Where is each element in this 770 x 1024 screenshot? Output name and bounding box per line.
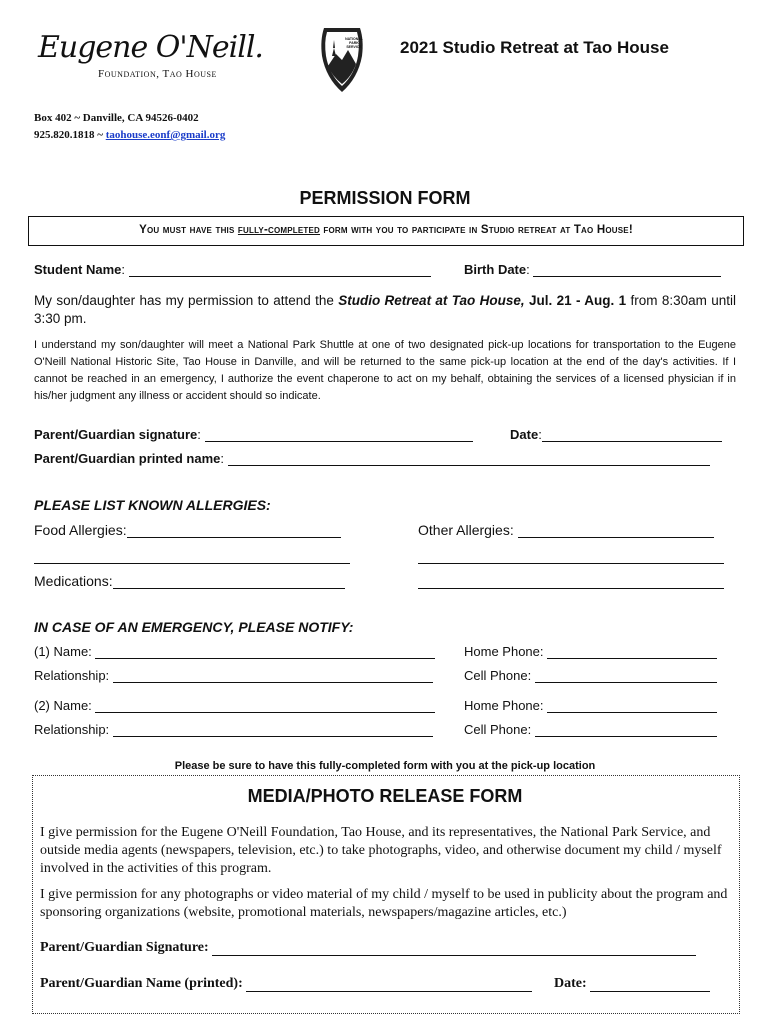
medications-line-2[interactable] (418, 588, 724, 589)
medications-field[interactable] (34, 573, 345, 589)
media-signature-line[interactable] (212, 941, 696, 956)
home-phone-2-line[interactable] (547, 698, 717, 713)
notice-pre: You must have this (139, 224, 238, 236)
food-allergies-line[interactable] (127, 523, 341, 538)
media-date-field[interactable] (554, 976, 710, 992)
relationship-1-label: Relationship: (34, 668, 110, 683)
emergency-name-2-label: (2) Name: (34, 698, 92, 713)
emergency-heading: IN CASE OF AN EMERGENCY, PLEASE NOTIFY: (34, 619, 354, 635)
consent-statement (34, 292, 736, 328)
foundation-logo-signature: Eugene O'Neill. (38, 30, 263, 65)
email-link[interactable]: taohouse.eonf@gmail.org (105, 129, 226, 141)
allergies-heading: PLEASE LIST KNOWN ALLERGIES: (34, 497, 271, 513)
media-signature-label: Parent/Guardian Signature: (40, 940, 209, 955)
other-allergies-line[interactable] (518, 523, 714, 538)
guardian-printed-field[interactable]: Parent/Guardian printed name: (34, 451, 710, 466)
home-phone-1-label: Home Phone: (464, 644, 544, 659)
foundation-logo-text: Foundation, Tao House (98, 68, 217, 80)
cell-phone-2-label: Cell Phone: (464, 722, 532, 737)
cell-phone-2-field[interactable] (464, 722, 717, 737)
home-phone-1-line[interactable] (547, 644, 717, 659)
media-date-label: Date: (554, 976, 587, 991)
relationship-1-field[interactable] (34, 668, 433, 683)
emergency-name-1-line[interactable] (95, 644, 435, 659)
guardian-signature-line[interactable] (205, 427, 473, 442)
home-phone-1-field[interactable] (464, 644, 717, 659)
shuttle-paragraph: I understand my son/daughter will meet a National Park Shuttle at one of two designated pick-up locations for transportation to the Eugene O'Neill National Historic Site, Tao House in Danville, and will be returned to the same pick-up location at the end of the day's activities. If I cannot be reached in an emergency, I authorize the event chaperone to act on my behalf, obtaining the services of a licensed physician if in his/her judgment any illness or accident should so indicate. (34, 339, 736, 402)
guardian-signature-field[interactable]: Parent/Guardian signature: (34, 427, 473, 442)
relationship-2-line[interactable] (113, 722, 433, 737)
media-name-line[interactable] (246, 977, 532, 992)
birth-date-line[interactable] (533, 262, 721, 277)
permission-heading: PERMISSION FORM (299, 188, 471, 208)
food-allergies-field[interactable] (34, 522, 341, 538)
media-name-field[interactable] (40, 976, 532, 992)
birth-date-label: Birth Date (464, 262, 527, 277)
cell-phone-2-line[interactable] (535, 722, 717, 737)
birth-date-field[interactable]: Birth Date: (464, 262, 721, 277)
student-name-label: Student Name (34, 262, 122, 277)
student-name-line[interactable] (129, 262, 431, 277)
phone: 925.820.1818 ~ (34, 129, 106, 141)
medications-line[interactable] (113, 574, 345, 589)
relationship-1-line[interactable] (113, 668, 433, 683)
other-allergies-field[interactable] (418, 522, 714, 538)
nps-arrowhead-icon (318, 26, 366, 94)
food-allergies-line-2[interactable] (34, 563, 350, 564)
home-phone-2-label: Home Phone: (464, 698, 544, 713)
emergency-name-2-field[interactable] (34, 698, 435, 713)
consent-pre: My son/daughter has my permission to attend the (34, 293, 339, 308)
guardian-printed-label: Parent/Guardian printed name (34, 451, 221, 466)
notice-post: form with you to participate in Studio retreat at Tao House! (320, 224, 633, 236)
food-allergies-label: Food Allergies: (34, 522, 127, 538)
nps-badge-text: NATIONAL PARK SERVICE (345, 37, 363, 49)
media-signature-field[interactable] (40, 940, 696, 956)
reminder-text: Please be sure to have this fully-completed form with you at the pick-up location (174, 760, 596, 772)
consent-event: Studio Retreat at Tao House, (338, 293, 525, 308)
media-heading: MEDIA/PHOTO RELEASE FORM (247, 786, 523, 806)
media-name-label: Parent/Guardian Name (printed): (40, 976, 243, 991)
cell-phone-1-label: Cell Phone: (464, 668, 532, 683)
page-title: 2021 Studio Retreat at Tao House (400, 38, 669, 57)
emergency-name-1-label: (1) Name: (34, 644, 92, 659)
guardian-printed-line[interactable] (228, 451, 710, 466)
relationship-2-field[interactable] (34, 722, 433, 737)
student-name-field[interactable]: Student Name: (34, 262, 431, 277)
notice-underlined: fully-completed (237, 224, 321, 236)
media-paragraph-1: I give permission for the Eugene O'Neill Foundation, Tao House, and its representatives, the National Park Service, and outside media agents (newspapers, television, etc.) to take photographs, video, and otherwise document my child / myself involved in the activities of this program. (40, 825, 722, 876)
relationship-2-label: Relationship: (34, 722, 110, 737)
guardian-signature-label: Parent/Guardian signature (34, 427, 198, 442)
media-date-line[interactable] (590, 977, 710, 992)
notice-box (28, 216, 744, 246)
guardian-date-label: Date (510, 427, 539, 442)
home-phone-2-field[interactable] (464, 698, 717, 713)
cell-phone-1-line[interactable] (535, 668, 717, 683)
emergency-name-2-line[interactable] (95, 698, 435, 713)
other-allergies-label: Other Allergies: (418, 522, 514, 538)
media-paragraph-2: I give permission for any photographs or video material of my child / myself to be used in publicity about the program and sponsoring organizations (website, promotional materials, newspapers/magazine articles, etc.) (40, 887, 728, 920)
guardian-date-field[interactable]: Date: (510, 427, 722, 442)
consent-dates: Jul. 21 - Aug. 1 (524, 293, 627, 308)
other-allergies-line-2[interactable] (418, 563, 724, 564)
emergency-name-1-field[interactable] (34, 644, 435, 659)
consent-post: from 8:30am until 3:30 pm. (34, 293, 737, 326)
cell-phone-1-field[interactable] (464, 668, 717, 683)
address: Box 402 ~ Danville, CA 94526-0402 (34, 112, 199, 124)
guardian-date-line[interactable] (542, 427, 722, 442)
notice-text (29, 224, 743, 236)
contact-line (34, 129, 225, 141)
medications-label: Medications: (34, 573, 113, 589)
